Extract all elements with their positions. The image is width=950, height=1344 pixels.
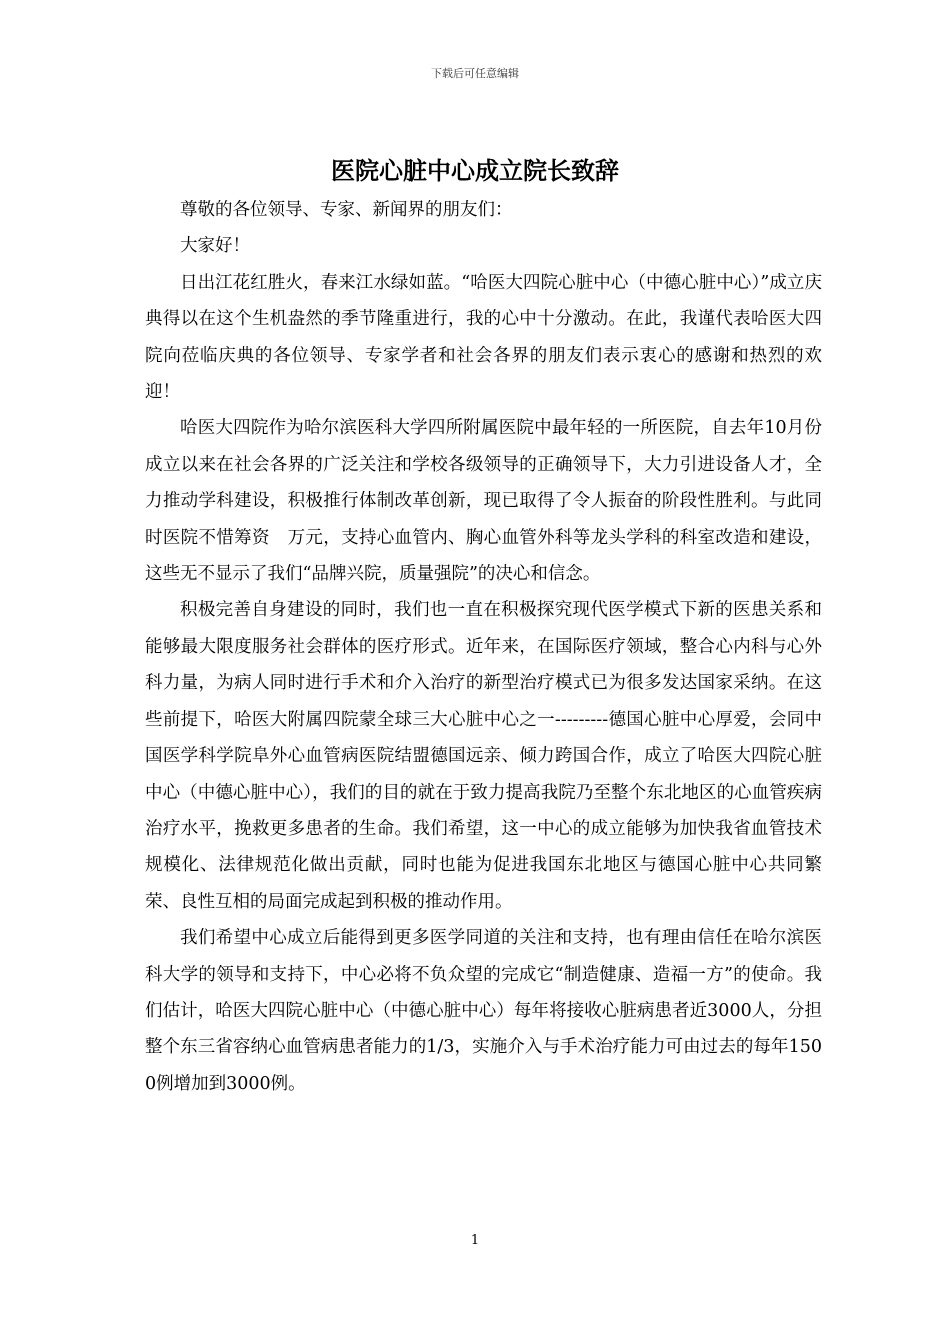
body-paragraph: 哈医大四院作为哈尔滨医科大学四所附属医院中最年轻的一所医院，自去年10月份成立以来在社会各界的广泛关注和学校各级领导的正确领导下，大力引进设备人才，全力推动学科建设，积极推行体制改革创新，现已取得了令人振奋的阶段性胜利。与此同时医院不惜筹资 万元，支持心血管内、胸心血管外科等龙头学科的科室改造和建设，这些无不显示了我们“品牌兴院，质量强院”的决心和信念。 — [145, 418, 822, 585]
page-number: 1 — [470, 1233, 480, 1248]
document-title: 医院心脏中心成立院长致辞 — [331, 156, 619, 185]
greeting: 大家好！ — [180, 236, 250, 257]
body-paragraph: 日出江花红胜火，春来江水绿如蓝。“哈医大四院心脏中心（中德心脏中心）”成立庆典得以在这个生机盎然的季节隆重进行，我的心中十分激动。在此，我谨代表哈医大四院向莅临庆典的各位领导、专家学者和社会各界的朋友们表示衷心的感谢和热烈的欢迎！ — [145, 272, 822, 403]
page-header: 下载后可任意编辑 — [431, 67, 519, 80]
document-body — [145, 192, 822, 1102]
body-paragraph: 积极完善自身建设的同时，我们也一直在积极探究现代医学模式下新的医患关系和能够最大限度服务社会群体的医疗形式。近年来，在国际医疗领域，整合心内科与心外科力量，为病人同时进行手术和介入治疗的新型治疗模式已为很多发达国家采纳。在这些前提下，哈医大附属四院蒙全球三大心脏中心之一---------德国心脏中心厚爱，会同中国医学科学院阜外心血管病医院结盟德国远亲、倾力跨国合作，成立了哈医大四院心脏中心（中德心脏中心），我们的目的就在于致力提高我院乃至整个东北地区的心血管疾病治疗水平，挽救更多患者的生命。我们希望，这一中心的成立能够为加快我省血管技术规模化、法律规范化做出贡献，同时也能为促进我国东北地区与德国心脏中心共同繁荣、良性互相的局面完成起到积极的推动作用。 — [145, 600, 822, 912]
salutation: 尊敬的各位领导、专家、新闻界的朋友们： — [180, 200, 513, 220]
body-paragraph: 我们希望中心成立后能得到更多医学同道的关注和支持，也有理由信任在哈尔滨医科大学的领导和支持下，中心必将不负众望的完成它“制造健康、造福一方”的使命。我们估计，哈医大四院心脏中心（中德心脏中心）每年将接收心脏病患者近3000人，分担整个东三省容纳心血管病患者能力的1/3，实施介入与手术治疗能力可由过去的每年1500例增加到3000例。 — [145, 928, 822, 1094]
